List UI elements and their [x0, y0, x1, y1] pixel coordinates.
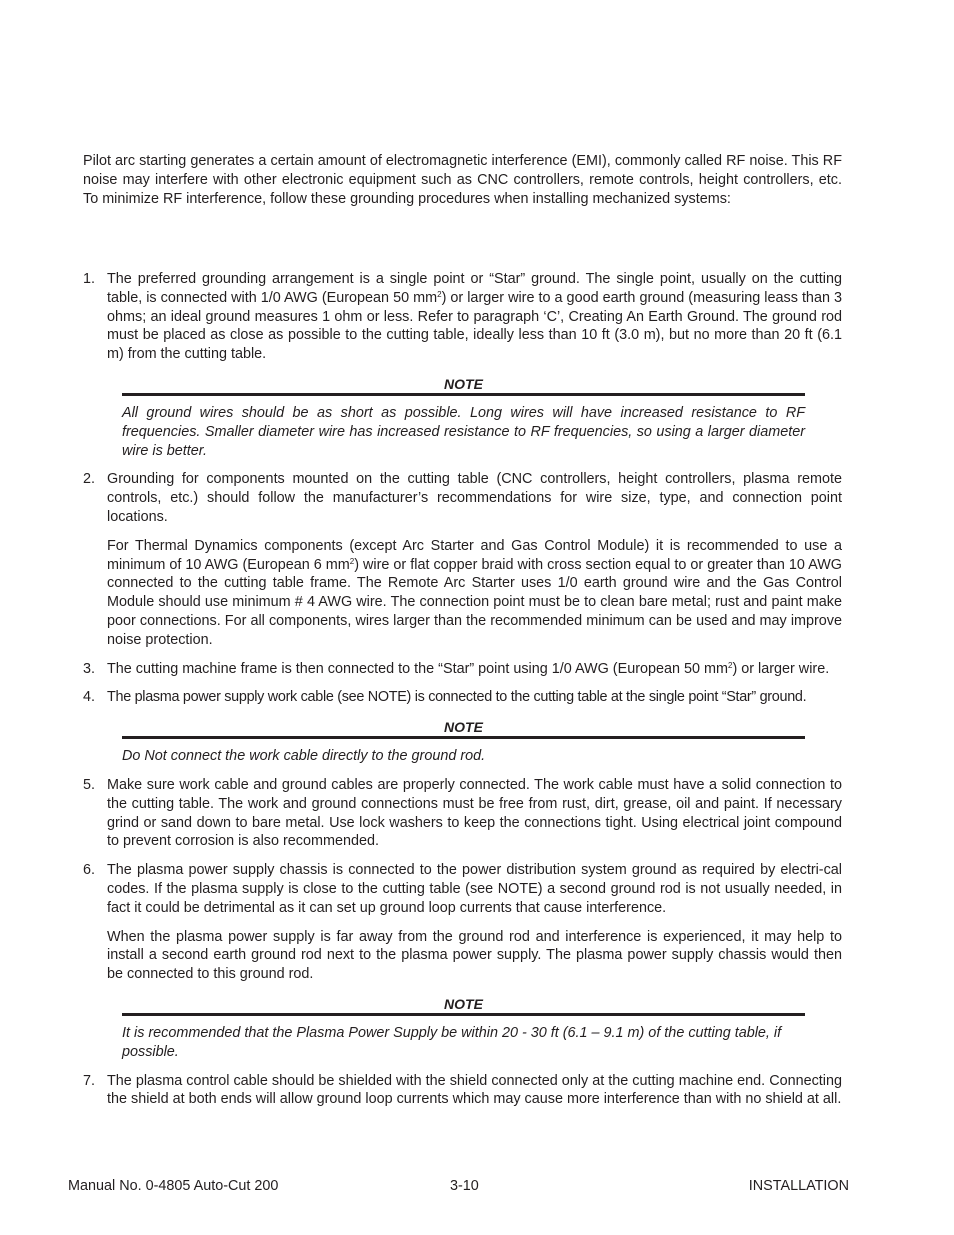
page-number: 3-10	[450, 1178, 479, 1194]
item-number: 6.	[83, 862, 96, 879]
note-body: Do Not connect the work cable directly to the ground rod.	[122, 748, 486, 765]
page-footer	[68, 1177, 849, 1197]
item-text: Grounding for components mounted on the cutting table (CNC controllers, height controllers, plasma remote controls, etc.) should follow the manufacturer’s recommendations for wire size, type, and connection point locations.	[107, 471, 842, 525]
section-name: INSTALLATION	[748, 1178, 849, 1194]
item-number: 4.	[83, 689, 96, 706]
item-text: Make sure work cable and ground cables are properly connected. The work cable must have a solid connection to the cutting table. The work and ground connections must be free from rust, dirt, grease, oil and paint. If necessary grind or sand down to bare metal. Use lock washers to keep the connections tight. Using electrical joint compound to prevent corrosion is also recommended.	[107, 776, 842, 850]
item-text: The plasma control cable should be shielded with the shield connected only at the cutting machine end. Connecting the shield at both ends will allow ground loop currents which may cause more interference than with no shield at all.	[107, 1072, 842, 1108]
item-text: For Thermal Dynamics components (except Arc Starter and Gas Control Module) it is recommended to use a minimum of 10 AWG (European 6 $mm^2$) wire or flat copper braid with cross section equal to or greater than 10 AWG connected to the cutting table frame. The Remote Arc Starter uses 1/0 earth ground wire and the Gas Control Module should use minimum # 4 AWG wire. The connection point must be to clean bare metal; rust and paint make poor connections. For all components, wires larger than the recommended minimum can be used and may improve noise protection.	[107, 537, 842, 648]
item-text: The plasma power supply work cable (see NOTE) is connected to the cutting table at the single point “Star” ground.	[107, 689, 807, 706]
list-item	[83, 776, 842, 851]
item-number: 3.	[83, 660, 96, 677]
item-text: When the plasma power supply is far away from the ground rod and interference is experienced, it may help to install a second earth ground rod next to the plasma power supply. The plasma power supply chassis would then be connected to this ground rod.	[107, 928, 842, 983]
note-title: NOTE	[122, 717, 805, 739]
note-box	[122, 994, 805, 1062]
list-item	[83, 270, 842, 364]
list-item	[83, 688, 842, 707]
list-item	[83, 660, 842, 679]
list-item	[83, 861, 842, 984]
list-item	[83, 470, 842, 649]
item-text: The cutting machine frame is then connected to the “Star” point using 1/0 AWG (European 50 $mm^2$) or larger wire.	[107, 660, 830, 677]
list-item	[83, 1072, 842, 1110]
item-number: 1.	[83, 271, 96, 287]
note-body: All ground wires should be as short as possible. Long wires will have increased resistance to RF frequencies. Smaller diameter wire has increased resistance to RF frequencies, so using a larger diameter wire is better.	[122, 404, 805, 459]
note-body: It is recommended that the Plasma Power Supply be within 20 - 30 ft (6.1 – 9.1 m) of the cutting table, if possible.	[122, 1024, 782, 1060]
item-number: 2.	[83, 471, 96, 488]
note-title: NOTE	[122, 374, 805, 396]
item-number: 7.	[83, 1072, 96, 1089]
item-text: The plasma power supply chassis is connected to the power distribution system ground as required by electri-cal codes. If the plasma supply is close to the cutting table (see NOTE) a second ground rod is not usually needed, in fact it could be detrimental as it can set up ground loop currents that cause interference.	[107, 862, 842, 916]
note-box	[122, 374, 805, 460]
intro-paragraph: Pilot arc starting generates a certain amount of electromagnetic interference (EMI), commonly called RF noise. This RF noise may interfere with other electronic equipment such as CNC controllers, remote controls, height controllers, etc. To minimize RF interference, follow these grounding procedures when installing mechanized systems:	[83, 153, 842, 207]
grounding-procedure-list	[83, 270, 842, 1119]
note-title: NOTE	[122, 994, 805, 1016]
manual-number: Manual No. 0-4805 Auto-Cut 200	[68, 1178, 279, 1194]
item-text: The preferred grounding arrangement is a single point or “Star” ground. The single point, usually on the cutting table, is connected with 1/0 AWG (European 50 $mm^2$) or larger wire to a good earth ground (measuring leass than 3 ohms; an ideal ground measures 1 ohm or less. Refer to paragraph ‘C’, Creating An Earth Ground. The ground rod must be placed as close as possible to the cutting table, ideally less than 10 ft (3.0 m), but no more than 20 ft (6.1 m) from the cutting table.	[107, 271, 842, 363]
note-box	[122, 717, 805, 766]
item-number: 5.	[83, 776, 96, 793]
